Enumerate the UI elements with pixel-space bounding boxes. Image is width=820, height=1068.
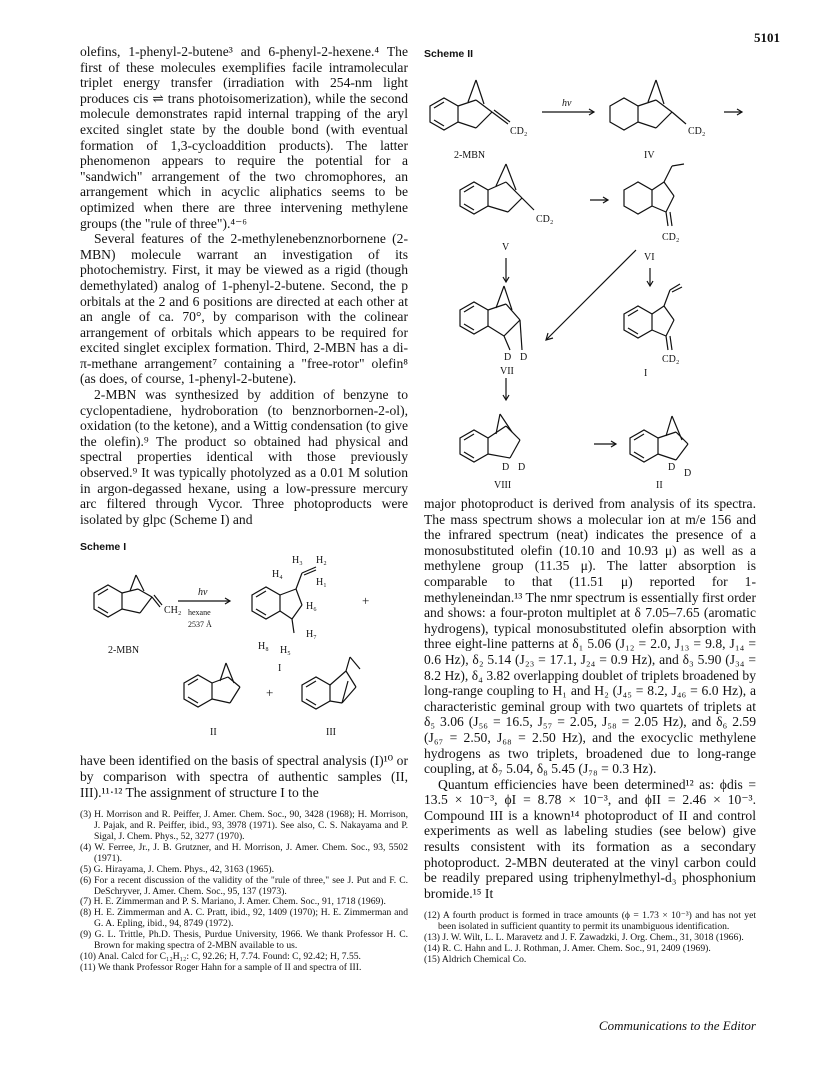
- paragraph-1: olefins, 1-phenyl-2-butene³ and 6-phenyl-2-hexene.⁴ The first of these molecules exemplifies facile intramolecular triplet energy transfer (irradiation with 254-nm light produces cis ⇌ trans photoisomerization), while the second molecule demonstrates rapid internal trapping of the aryl excited singlet state by the double bond (with eventual formation of 1,3-cycloaddition products). The latter phenomenon appears to require the potential for a "sandwich" arrangement of the two chromophores, an arrangement which in acyclic aliphatics seems to be optimized when there are three intervening methylene groups (the "rule of three").⁴⁻⁶: [80, 44, 408, 231]
- footnote-7: (7) H. E. Zimmerman and P. S. Mariano, J. Amer. Chem. Soc., 91, 1718 (1969).: [80, 896, 386, 908]
- right-paragraph-1: major photoproduct is derived from analysis of its spectra. The mass spectrum shows a molecular ion at m/e 156 and the infrared spectrum (neat) indicates the presence of a monosubstituted olefin (10.10 and 10.93 μ) as well as a methylene group (11.35 μ). The latter absorption is comparable to that (11.51 μ) reported for 1-methyleneindan.¹³ The nmr spectrum is essentially first order and shows: a four-proton multiplet at δ 7.05–7.65 (aromatic hydrogens), typical monosubstituted olefin absorption with three eight-line patterns at δ₁ 5.06 (J₁₂ = 2.0, J₁₃ = 9.8, J₁₄ = 0.6 Hz), δ₂ 5.14 (J₂₃ = 17.1, J₂₄ = 0.9 Hz), and δ₃ 5.90 (J₃₄ = 8.2 Hz), δ₄ 3.82 overlapping doublet of triplets broadened by long-range coupling to H₁ and H₂ (J₄₅ = 8.2, J₄₆ = 6.0 Hz), a characteristic geminal group with two quartets of triplets at δ₅ 3.06 (J₅₆ = 16.5, J₅₇ = 2.05, J₅₈ = 2.05 Hz), and δ₆ 2.59 (J₆₇ = 2.50, J₆₈ = 2.50 Hz), and the exocyclic methylene hydrogens as two triplets, broadened due to long-range coupling, at δ₇ 5.04, δ₈ 5.45 (J₇₈ = 0.3 Hz).: [424, 496, 756, 777]
- journal-section-footer: Communications to the Editor: [598, 1018, 756, 1033]
- right-column-text: [424, 496, 756, 966]
- label-ch2: CH₂: [164, 605, 182, 617]
- s2-label-VII: VII: [500, 366, 514, 377]
- footnote-5: (5) G. Hirayama, J. Chem. Phys., 42, 3163 (1965).: [80, 863, 274, 875]
- mbn-structure: [94, 575, 162, 617]
- footnote-3: (3) H. Morrison and R. Peiffer, J. Amer. Chem. Soc., 90, 3428 (1968); H. Morrison, J. Pajak, and R. Peiffer, ibid., 93, 3978 (1971). See also, C. S. Nakayama and P. Sigal, J. Chem. Phys., 52, 3277 (1970).: [80, 809, 408, 842]
- page-number: 5101: [754, 30, 780, 45]
- label-hexane: hexane: [188, 608, 211, 618]
- s2-cd2-d: CD₂: [662, 232, 680, 243]
- right-footnotes: [424, 911, 756, 966]
- label-plus-2: +: [266, 685, 274, 701]
- s2-D-1: D: [504, 352, 512, 363]
- s2-D-6: D: [684, 468, 692, 479]
- label-H1: H₁: [316, 577, 327, 589]
- footnote-11: (11) We thank Professor Roger Hahn for a sample of II and spectra of III.: [80, 961, 362, 973]
- footnote-15: (15) Aldrich Chemical Co.: [424, 954, 527, 966]
- footnote-14: (14) R. C. Hahn and L. J. Rothman, J. Amer. Chem. Soc., 91, 2409 (1969).: [424, 943, 711, 955]
- footnote-10: (10) Anal. Calcd for C₁₂H₁₂: C, 92.26; H, 7.74. Found: C, 92.42; H, 7.55.: [80, 950, 361, 962]
- label-2mbn: 2-MBN: [108, 645, 140, 657]
- paragraph-3: 2-MBN was synthesized by addition of benzyne to cyclopentadiene, hydroboration (to benznorbornen-2-ol), oxidation (to the ketone), and a Wittig condensation (to give the olefin).⁹ The product so obtained had physical and spectral properties identical with those previously observed.⁹ It was typically photolyzed as a 0.01 M solution in argon-degassed hexane, using a low-pressure mercury arc filtered through Vycor. Three photoproducts were isolated by glpc (Scheme I) and: [80, 387, 408, 527]
- scheme-2-figure: [424, 60, 756, 490]
- s2-D-2: D: [520, 352, 528, 363]
- footnote-9: (9) G. L. Trittle, Ph.D. Thesis, Purdue University, 1966. We thank Professor H. C. Brown for making spectra of 2-MBN available to us.: [80, 929, 408, 952]
- s2-cd2-e: CD₂: [662, 354, 680, 365]
- scheme-1-title: Scheme I: [80, 541, 127, 554]
- s2-cd2-b: CD₂: [688, 126, 706, 137]
- label-II: II: [210, 727, 217, 739]
- left-footnotes: [80, 810, 408, 974]
- label-I: I: [278, 663, 282, 675]
- left-column: [80, 44, 408, 974]
- paragraph-4: have been identified on the basis of spectral analysis (I)¹⁰ or by comparison with spectra of authentic samples (II, III).¹¹·¹² The assignment of structure I to the: [80, 753, 408, 800]
- s2-cd2-c: CD₂: [536, 214, 554, 225]
- label-2537: 2537 Å: [188, 620, 212, 630]
- paragraph-2: Several features of the 2-methylenebenznorbornene (2-MBN) molecule warrant an investigation of its photochemistry. First, it may be viewed as a rigid (though demethylated) analog of 1-phenyl-2-butene. Second, the p orbitals at the 2 and 6 positions are directed at each other at an angle of ca. 70°, by comparison with the colinear arrangement of orbitals which appears to be required for excited singlet exciplex formation. Third, 2-MBN has a di-π-methane arrangement⁷ containing a "free-rotor" olefin⁸ (as does, of course, 1-phenyl-2-butene).: [80, 231, 408, 387]
- s2-cd2-a: CD₂: [510, 126, 528, 137]
- footnote-6: (6) For a recent discussion of the validity of the "rule of three," see J. Put and F. C. DeSchryver, J. Amer. Chem. Soc., 95, 137 (1973).: [80, 874, 408, 897]
- product-II-structure: [184, 663, 240, 707]
- footnote-8: (8) H. E. Zimmerman and A. C. Pratt, ibid., 92, 1409 (1970); H. E. Zimmerman and G. A. Epling, ibid., 94, 8749 (1972).: [80, 907, 408, 930]
- product-III-structure: [302, 657, 360, 709]
- footnote-12: (12) A fourth product is formed in trace amounts (ϕ = 1.73 × 10⁻³) and has not yet been isolated in sufficient quantity to permit its unambiguous identification.: [424, 910, 756, 933]
- scheme-2: [424, 48, 756, 495]
- s2-label-II: II: [656, 480, 663, 490]
- s2-label-VI: VI: [644, 252, 655, 263]
- s2-D-3: D: [502, 462, 510, 473]
- label-H4: H₄: [272, 569, 283, 581]
- footnote-13: (13) J. W. Wilt, L. L. Maravetz and J. F. Zawadzki, J. Org. Chem., 31, 3018 (1966).: [424, 932, 744, 944]
- s2-hv: hν: [562, 98, 572, 109]
- label-H7: H₇: [306, 629, 317, 641]
- label-H2: H₂: [316, 555, 327, 567]
- label-hv: hν: [198, 587, 208, 599]
- label-plus-1: +: [362, 593, 370, 609]
- label-H3: H₃: [292, 555, 303, 567]
- right-paragraph-2: Quantum efficiencies have been determined¹² as: ϕdis = 13.5 × 10⁻³, ϕI = 8.78 × 10⁻³, and ϕII = 2.46 × 10⁻³. Compound III is a known¹⁴ photoproduct of II and control experiments as well as labeling studies (see below) give results consistent with its formation as a secondary photoproduct. 2-MBN deuterated at the vinyl carbon could be readily prepared using triphenylmethyl-d₃ phosphonium bromide.¹⁵ It: [424, 776, 756, 901]
- s2-label-V: V: [502, 242, 510, 253]
- label-H8: H₈: [258, 641, 269, 653]
- s2-label-VIII: VIII: [494, 480, 512, 490]
- scheme-2-title: Scheme II: [424, 48, 474, 60]
- label-III: III: [326, 727, 336, 739]
- footnote-4: (4) W. Ferree, Jr., J. B. Grutzner, and H. Morrison, J. Amer. Chem. Soc., 93, 5502 (1971).: [80, 841, 408, 864]
- label-H5: H₅: [280, 645, 291, 657]
- s2-label-IV: IV: [644, 150, 655, 161]
- product-I-structure: [252, 567, 316, 633]
- scheme-1-figure: [80, 553, 408, 748]
- s2-label-I: I: [644, 368, 648, 379]
- s2-D-4: D: [518, 462, 526, 473]
- label-H6: H₆: [306, 601, 317, 613]
- s2-label-2mbn: 2-MBN: [454, 150, 486, 161]
- s2-D-5: D: [668, 462, 676, 473]
